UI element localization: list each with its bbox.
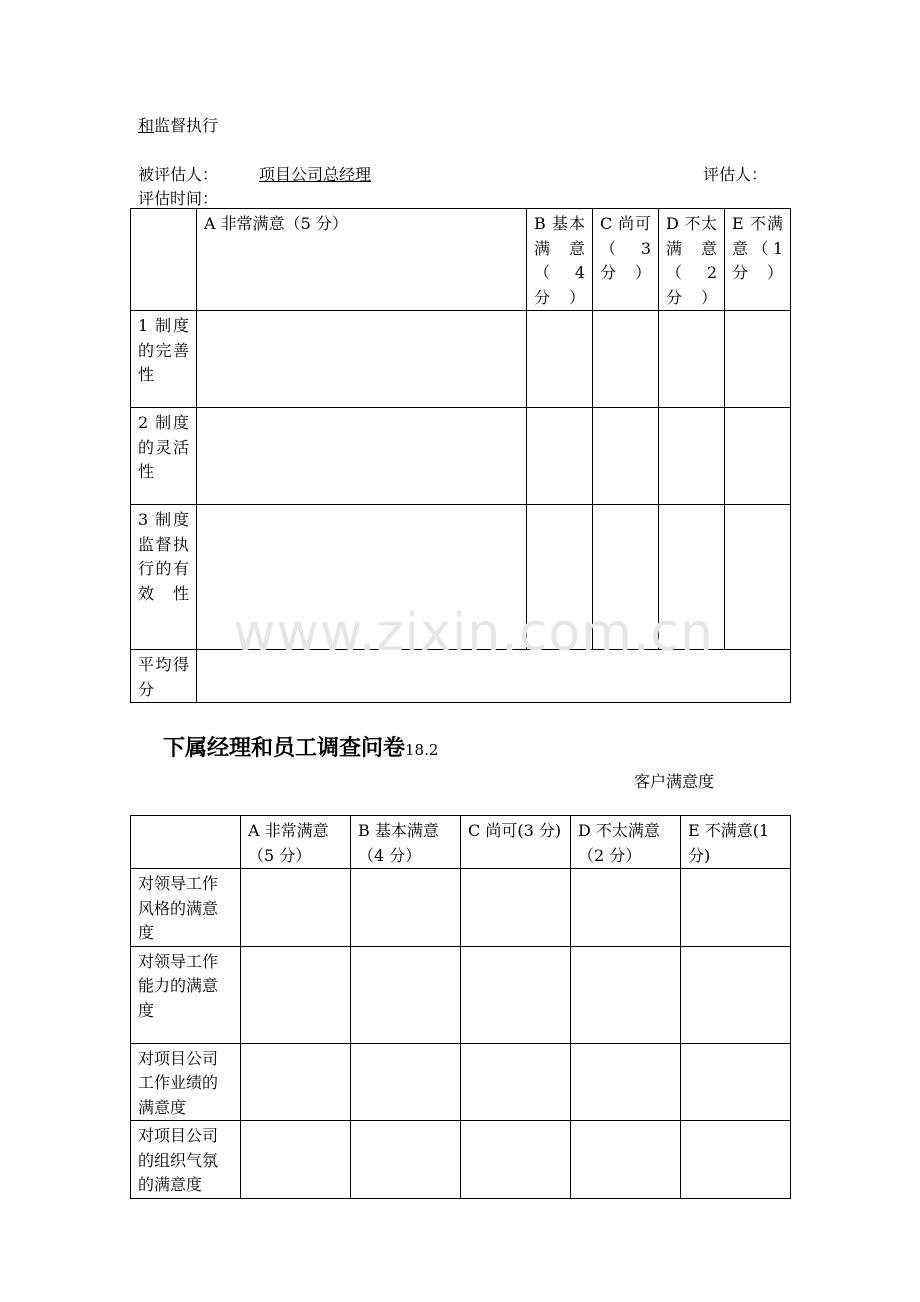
evaluation-time-label: 评估时间：	[138, 189, 219, 208]
average-score-label: 平均得分	[131, 650, 197, 703]
rating-cell[interactable]	[461, 1043, 571, 1121]
header-line-prefix: 和	[138, 116, 155, 135]
rating-cell[interactable]	[571, 1121, 681, 1199]
evaluator-label: 评估人：	[703, 165, 768, 184]
rating-cell[interactable]	[197, 408, 527, 505]
rating-cell[interactable]	[593, 311, 659, 408]
header-cell-e: E 不满意(1 分)	[681, 816, 791, 869]
row-label-completeness: 1 制度的完善性	[131, 311, 197, 408]
header-cell-c: C 尚可（3 分）	[593, 209, 659, 311]
header-cell-a: A 非常满意（5 分）	[241, 816, 351, 869]
rating-cell[interactable]	[593, 408, 659, 505]
rating-cell[interactable]	[241, 946, 351, 1043]
table-row	[131, 311, 791, 408]
rating-cell[interactable]	[571, 869, 681, 947]
header-cell-blank	[131, 816, 241, 869]
header-cell-b: B 基本满意（4 分）	[351, 816, 461, 869]
rating-cell[interactable]	[197, 311, 527, 408]
rating-cell[interactable]	[725, 408, 791, 505]
row-label-atmosphere: 对项目公司的组织气氛的满意度	[131, 1121, 241, 1199]
watermark: www.zixin.com.cn	[233, 603, 714, 663]
evaluatee-value: 项目公司总经理	[259, 165, 372, 184]
row-label-flexibility: 2 制度的灵活性	[131, 408, 197, 505]
questionnaire-title-text: 下属经理和员工调查问卷	[163, 736, 406, 761]
rating-cell[interactable]	[241, 1043, 351, 1121]
questionnaire-number: 18.2	[405, 741, 439, 759]
header-cell-a: A 非常满意（5 分）	[197, 209, 527, 311]
header-cell-blank	[131, 209, 197, 311]
rating-cell[interactable]	[527, 408, 593, 505]
rating-cell[interactable]	[461, 869, 571, 947]
rating-cell[interactable]	[681, 869, 791, 947]
rating-cell[interactable]	[681, 1043, 791, 1121]
table-row	[131, 1043, 791, 1121]
rating-cell[interactable]	[681, 1121, 791, 1199]
header-line	[138, 113, 218, 136]
rating-cell[interactable]	[461, 946, 571, 1043]
rating-cell[interactable]	[659, 311, 725, 408]
rating-cell[interactable]	[659, 408, 725, 505]
rating-cell[interactable]	[351, 1043, 461, 1121]
rating-cell[interactable]	[571, 946, 681, 1043]
rating-cell[interactable]	[241, 1121, 351, 1199]
header-cell-d: D 不太满意（2 分）	[659, 209, 725, 311]
table-row	[131, 408, 791, 505]
header-cell-b: B 基本满意（4 分）	[527, 209, 593, 311]
row-label-ability: 对领导工作能力的满意度	[131, 946, 241, 1043]
rating-cell[interactable]	[351, 869, 461, 947]
row-label-effectiveness: 3 制度监督执行的有效性	[131, 505, 197, 650]
header-cell-e: E 不满意（1 分）	[725, 209, 791, 311]
table-header-row	[131, 209, 791, 311]
header-cell-c: C 尚可(3 分)	[461, 816, 571, 869]
table-row	[131, 869, 791, 947]
table-row	[131, 1121, 791, 1199]
header-cell-d: D 不太满意（2 分）	[571, 816, 681, 869]
rating-cell[interactable]	[527, 311, 593, 408]
satisfaction-table	[130, 815, 791, 1199]
row-label-style: 对领导工作风格的满意度	[131, 869, 241, 947]
table-header-row	[131, 816, 791, 869]
evaluatee-label: 被评估人：	[138, 165, 219, 184]
rating-cell[interactable]	[681, 946, 791, 1043]
rating-cell[interactable]	[571, 1043, 681, 1121]
row-label-performance: 对项目公司工作业绩的满意度	[131, 1043, 241, 1121]
rating-cell[interactable]	[725, 311, 791, 408]
rating-cell[interactable]	[725, 505, 791, 650]
header-line-rest: 监督执行	[154, 116, 219, 135]
rating-cell[interactable]	[241, 869, 351, 947]
rating-cell[interactable]	[351, 1121, 461, 1199]
questionnaire-title	[163, 731, 438, 762]
questionnaire-subtitle: 客户满意度	[634, 772, 715, 791]
table-row	[131, 946, 791, 1043]
rating-cell[interactable]	[351, 946, 461, 1043]
rating-cell[interactable]	[461, 1121, 571, 1199]
